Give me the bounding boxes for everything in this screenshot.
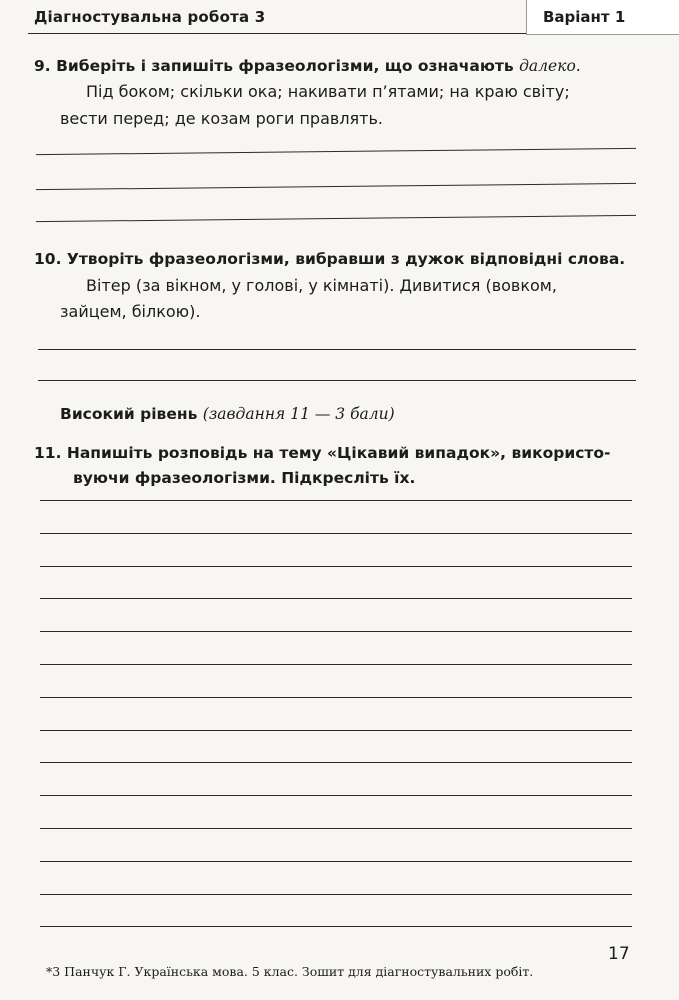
answer-line-11-1[interactable]: [40, 500, 632, 501]
answer-line-10-2[interactable]: [38, 380, 636, 381]
task-11-prompt-line-1: Напишіть розповідь на тему «Цікавий випадок», використо-: [66, 444, 611, 462]
task-10-heading: [34, 248, 654, 270]
answer-line-9-2[interactable]: [36, 183, 636, 190]
variant-box: [526, 0, 679, 35]
answer-line-11-2[interactable]: [40, 533, 632, 534]
answer-line-11-12[interactable]: [40, 861, 632, 862]
answer-line-11-3[interactable]: [40, 566, 632, 567]
task-11-prompt-line-2: вуючи фразеологізми. Підкресліть їх.: [73, 469, 416, 487]
task-10-body-line-1: Вітер (за вікном, у голові, у кімнаті). Дивитися (вовком,: [86, 276, 557, 295]
answer-line-11-13[interactable]: [40, 894, 632, 895]
answer-line-11-8[interactable]: [40, 730, 632, 731]
level-detail: (завдання 11 — 3 бали): [202, 405, 395, 423]
answer-line-11-11[interactable]: [40, 828, 632, 829]
answer-line-11-10[interactable]: [40, 795, 632, 796]
task-11-number: 11.: [34, 444, 62, 462]
task-11-heading-line-1: [34, 442, 654, 464]
task-10-body-line-2: зайцем, білкою).: [60, 302, 201, 321]
level-label: Високий рівень: [60, 405, 198, 423]
header-title: Діагностувальна робота 3: [34, 8, 266, 26]
task-10-number: 10.: [34, 250, 62, 268]
footnote: *3 Панчук Г. Українська мова. 5 клас. Зошит для діагностувальних робіт.: [46, 964, 534, 979]
answer-line-11-6[interactable]: [40, 664, 632, 665]
answer-line-11-9[interactable]: [40, 762, 632, 763]
task-9-body-line-2: вести перед; де козам роги правлять.: [60, 109, 384, 128]
task-9-prompt-italic: далеко.: [519, 57, 581, 75]
page-number: 17: [608, 944, 630, 964]
level-heading: [60, 405, 395, 423]
answer-line-11-14[interactable]: [40, 926, 632, 927]
task-9-heading: [34, 55, 654, 77]
answer-line-11-5[interactable]: [40, 631, 632, 632]
task-9-body-line-1: Під боком; скільки ока; накивати п’ятами; на краю світу;: [86, 82, 570, 101]
answer-line-11-7[interactable]: [40, 697, 632, 698]
header-rule: [28, 33, 526, 34]
answer-line-9-1[interactable]: [36, 148, 636, 155]
variant-label: Варіант 1: [543, 8, 626, 26]
answer-line-9-3[interactable]: [36, 215, 636, 222]
task-9-prompt: Виберіть і запишіть фразеологізми, що означають: [56, 57, 514, 75]
task-9-number: 9.: [34, 57, 51, 75]
answer-line-10-1[interactable]: [38, 349, 636, 350]
answer-line-11-4[interactable]: [40, 598, 632, 599]
page-header: [28, 0, 679, 34]
task-10-prompt: Утворіть фразеологізми, вибравши з дужок відповідні слова.: [66, 250, 626, 268]
